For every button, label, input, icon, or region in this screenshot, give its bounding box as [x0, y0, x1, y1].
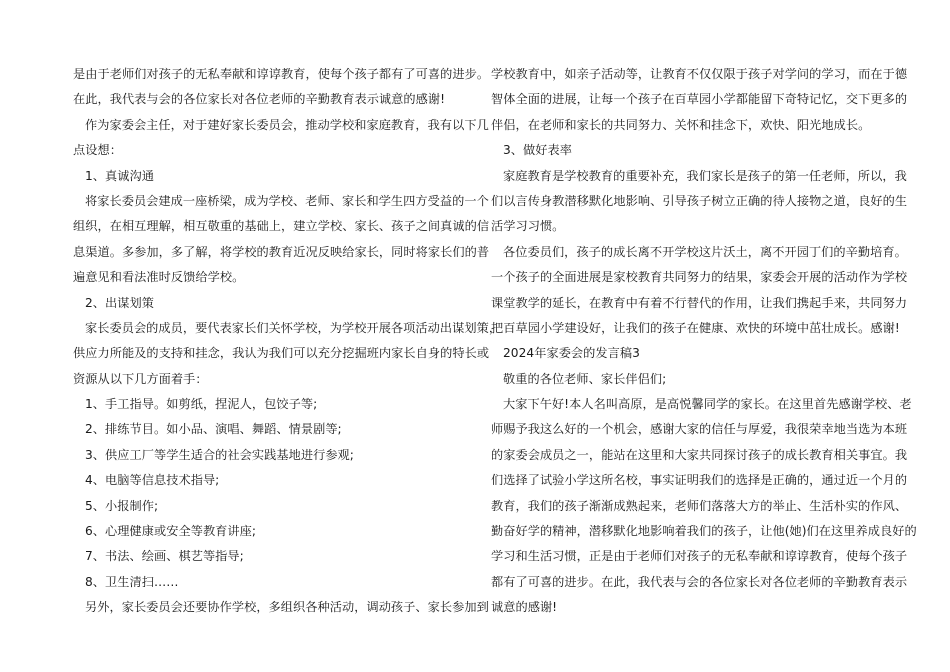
- text-line: 各位委员们，孩子的成长离不开学校这片沃土，离不开园丁们的辛勤培育。: [503, 244, 907, 259]
- text-line: 8、卫生清扫……: [85, 574, 179, 589]
- text-line: 6、心理健康或安全等教育讲座;: [85, 524, 257, 539]
- text-line: 5、小报制作;: [85, 498, 159, 513]
- text-line: 4、电脑等信息技术指导;: [85, 473, 220, 488]
- text-line: 3、供应工厂等学生适合的社会实践基地进行参观;: [85, 447, 354, 462]
- text-line: 资源从以下几方面着手：: [73, 371, 208, 386]
- text-line: 3、做好表率: [503, 143, 572, 158]
- text-line: 2、出谋划策: [85, 295, 154, 310]
- text-line: 组织，在相互理解，相互敬重的基础上，建立学校、家长、孩子之间真诚的信: [73, 219, 490, 234]
- text-line: 是由于老师们对孩子的无私奉献和谆谆教育，使每个孩子都有了可喜的进步。: [73, 67, 490, 81]
- text-line: 2、排练节目。如小品、演唱、舞蹈、情景剧等;: [85, 422, 342, 437]
- text-line: 学习和生活习惯，正是由于老师们对孩子的无私奉献和谆谆教育，使每个孩子: [491, 549, 908, 564]
- left-text-column: [73, 62, 502, 621]
- text-line: 遍意见和看法准时反馈给学校。: [73, 270, 245, 285]
- text-line: 家庭教育是学校教育的重要补充，我们家长是孩子的第一任老师，所以，我: [503, 168, 907, 183]
- text-line: 1、真诚沟通: [85, 168, 154, 183]
- text-line: 一个孩子的全面进展是家校教育共同努力的结果，家委会开展的活动作为学校: [491, 270, 908, 285]
- text-line: 7、书法、绘画、棋艺等指导;: [85, 549, 244, 564]
- text-line: 将家长委员会建成一座桥梁，成为学校、老师、家长和学生四方受益的一个: [85, 193, 489, 208]
- right-text-column: [491, 62, 917, 621]
- text-line: 点设想：: [73, 143, 122, 158]
- text-line: 们选择了试验小学这所名校，事实证明我们的选择是正确的，通过近一个月的: [491, 473, 908, 488]
- text-line: 智体全面的进展，让每一个孩子在百草园小学都能留下奇特记忆，交下更多的: [491, 92, 908, 107]
- text-line: 课堂教学的延长，在教育中有着不行替代的作用，让我们携起手来，共同努力: [491, 295, 908, 310]
- text-line: 教育，我们的孩子渐渐成熟起来，老师们落落大方的举止、生活朴实的作风、: [491, 498, 908, 513]
- text-line: 师赐予我这么好的一个机会，感谢大家的信任与厚爱，我很荣幸地当选为本班: [491, 422, 908, 437]
- text-line: 作为家委会主任，对于建好家长委员会，推动学校和家庭教育，我有以下几: [85, 117, 489, 132]
- text-line: 学校教育中，如亲子活动等，让教育不仅仅限于孩子对学问的学习，而在于德: [491, 67, 908, 81]
- text-line: 的家委会成员之一，能站在这里和大家共同探讨孩子的成长教育相关事宜。我: [491, 447, 908, 462]
- text-line: 把百草园小学建设好，让我们的孩子在健康、欢快的环境中茁壮成长。感谢!: [491, 320, 900, 335]
- text-line: 2024年家委会的发言稿3: [503, 346, 640, 361]
- text-line: 伴侣，在老师和家长的共同努力、关怀和挂念下，欢快、阳光地成长。: [491, 117, 871, 132]
- text-line: 家长委员会的成员，要代表家长们关怀学校，为学校开展各项活动出谋划策，: [85, 320, 502, 335]
- text-line: 勤奋好学的精神，潜移默化地影响着我们的孩子，让他(她)们在这里养成良好的: [491, 524, 917, 539]
- text-line: 供应力所能及的支持和挂念，我认为我们可以充分挖掘班内家长自身的特长或: [73, 346, 490, 361]
- text-line: 活学习习惯。: [491, 219, 565, 234]
- text-line: 诚意的感谢!: [491, 600, 558, 615]
- text-line: 1、手工指导。如剪纸，捏泥人，包饺子等;: [85, 397, 318, 412]
- text-line: 在此，我代表与会的各位家长对各位老师的辛勤教育表示诚意的感谢!: [73, 92, 446, 107]
- text-line: 息渠道。多参加，多了解，将学校的教育近况反映给家长，同时将家长们的普: [73, 244, 490, 259]
- text-line: 另外，家长委员会还要协作学校，多组织各种活动，调动孩子、家长参加到: [85, 600, 489, 615]
- text-line: 大家下午好!本人名叫高原，是高悦馨同学的家长。在这里首先感谢学校、老: [503, 397, 912, 412]
- text-line: 们以言传身教潜移默化地影响、引导孩子树立正确的待人接物之道，良好的生: [491, 193, 908, 208]
- text-line: 都有了可喜的进步。在此，我代表与会的各位家长对各位老师的辛勤教育表示: [491, 574, 908, 589]
- text-line: 敬重的各位老师、家长伴侣们;: [503, 371, 667, 386]
